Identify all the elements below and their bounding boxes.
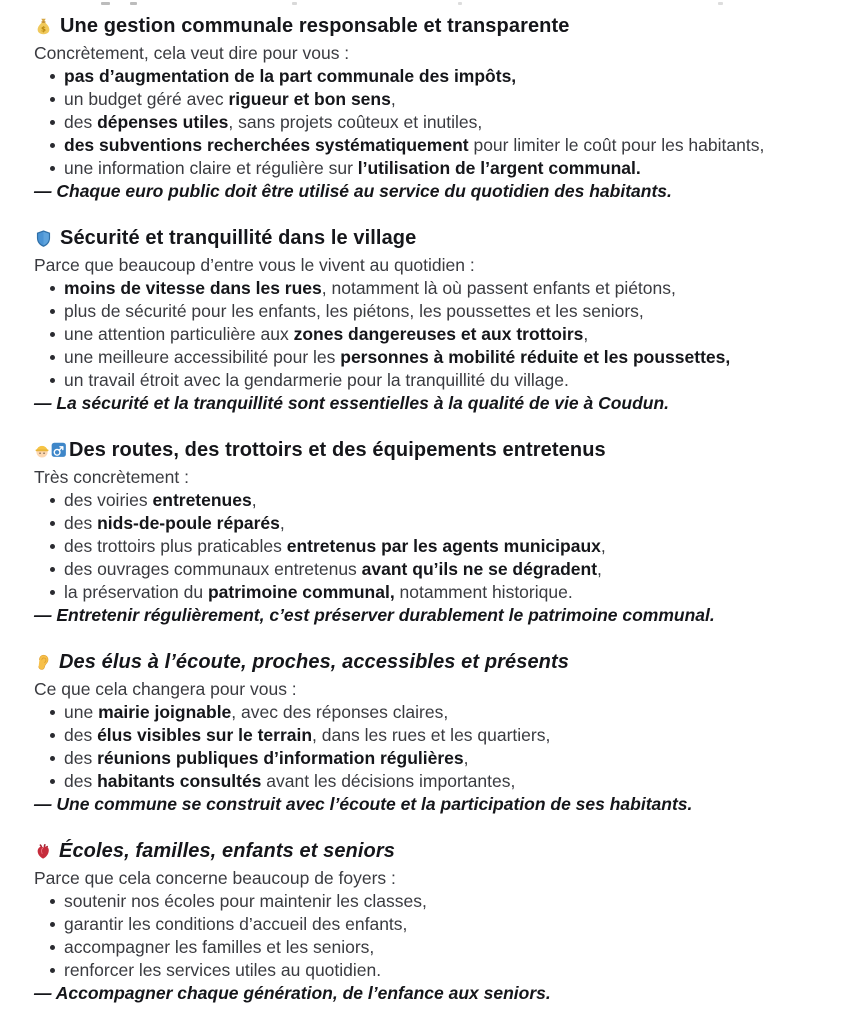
shield-icon: [34, 229, 53, 248]
bullet-list: [34, 701, 820, 793]
bullet-item: des dépenses utiles, sans projets coûteux et inutiles,: [64, 111, 820, 134]
section-ecoles: [34, 838, 820, 1005]
bullet-item: des nids-de-poule réparés,: [64, 512, 820, 535]
money-bag-icon: [34, 17, 53, 36]
section-title: Des routes, des trottoirs et des équipements entretenus: [69, 439, 606, 461]
bullet-item: une information claire et régulière sur l’utilisation de l’argent communal.: [64, 157, 820, 180]
section-securite: [34, 225, 820, 415]
section-heading: [34, 649, 820, 675]
section-conclusion: — Accompagner chaque génération, de l’enfance aux seniors.: [34, 983, 551, 1003]
section-intro: Parce que beaucoup d’entre vous le vivent au quotidien :: [34, 255, 475, 275]
bullet-item: une meilleure accessibilité pour les personnes à mobilité réduite et les poussettes,: [64, 346, 820, 369]
bullet-item: garantir les conditions d’accueil des enfants,: [64, 913, 820, 936]
section-intro: Concrètement, cela veut dire pour vous :: [34, 43, 350, 63]
bullet-item: la préservation du patrimoine communal, notamment historique.: [64, 581, 820, 604]
bullet-item: une mairie joignable, avec des réponses claires,: [64, 701, 820, 724]
section-title: Sécurité et tranquillité dans le village: [60, 227, 417, 249]
bullet-item: plus de sécurité pour les enfants, les piétons, les poussettes et les seniors,: [64, 300, 820, 323]
section-routes: [34, 437, 820, 627]
section-conclusion: — Une commune se construit avec l’écoute et la participation de ses habitants.: [34, 794, 693, 814]
section-intro: Ce que cela changera pour vous :: [34, 679, 297, 699]
section-title: Écoles, familles, enfants et seniors: [59, 840, 395, 862]
bullet-list: [34, 890, 820, 982]
bullet-list: [34, 489, 820, 604]
bullet-item: des trottoirs plus praticables entretenus par les agents municipaux,: [64, 535, 820, 558]
anatomical-heart-icon: [34, 842, 52, 861]
section-heading: [34, 13, 820, 39]
ear-icon: [34, 653, 52, 672]
bullet-item: des voiries entretenues,: [64, 489, 820, 512]
section-title: Des élus à l’écoute, proches, accessibles et présents: [59, 651, 569, 673]
bullet-item: une attention particulière aux zones dangereuses et aux trottoirs,: [64, 323, 820, 346]
bullet-list: [34, 65, 820, 180]
bullet-item: des subventions recherchées systématiquement pour limiter le coût pour les habitants,: [64, 134, 820, 157]
bullet-item: des habitants consultés avant les décisions importantes,: [64, 770, 820, 793]
section-conclusion: — Entretenir régulièrement, c’est préserver durablement le patrimoine communal.: [34, 605, 715, 625]
bullet-item: des réunions publiques d’information régulières,: [64, 747, 820, 770]
svg-text:$: $: [40, 23, 47, 33]
bullet-item: accompagner les familles et les seniors,: [64, 936, 820, 959]
section-elus: [34, 649, 820, 816]
bullet-item: des élus visibles sur le terrain, dans les rues et les quartiers,: [64, 724, 820, 747]
construction-worker-male-icon: [34, 440, 67, 460]
section-title: Une gestion communale responsable et transparente: [60, 15, 570, 37]
bullet-item: soutenir nos écoles pour maintenir les classes,: [64, 890, 820, 913]
bullet-item: un budget géré avec rigueur et bon sens,: [64, 88, 820, 111]
bullet-item: un travail étroit avec la gendarmerie pour la tranquillité du village.: [64, 369, 820, 392]
section-gestion: [34, 13, 820, 203]
bullet-item: moins de vitesse dans les rues, notamment là où passent enfants et piétons,: [64, 277, 820, 300]
section-conclusion: — Chaque euro public doit être utilisé au service du quotidien des habitants.: [34, 181, 672, 201]
bullet-item: renforcer les services utiles au quotidien.: [64, 959, 820, 982]
bullet-item: pas d’augmentation de la part communale des impôts,: [64, 65, 820, 88]
section-intro: Parce que cela concerne beaucoup de foyers :: [34, 868, 396, 888]
section-heading: [34, 838, 820, 864]
section-heading: [34, 437, 820, 463]
bullet-list: [34, 277, 820, 392]
section-intro: Très concrètement :: [34, 467, 189, 487]
bullet-item: des ouvrages communaux entretenus avant qu’ils ne se dégradent,: [64, 558, 820, 581]
section-heading: [34, 225, 820, 251]
section-conclusion: — La sécurité et la tranquillité sont essentielles à la qualité de vie à Coudun.: [34, 393, 670, 413]
